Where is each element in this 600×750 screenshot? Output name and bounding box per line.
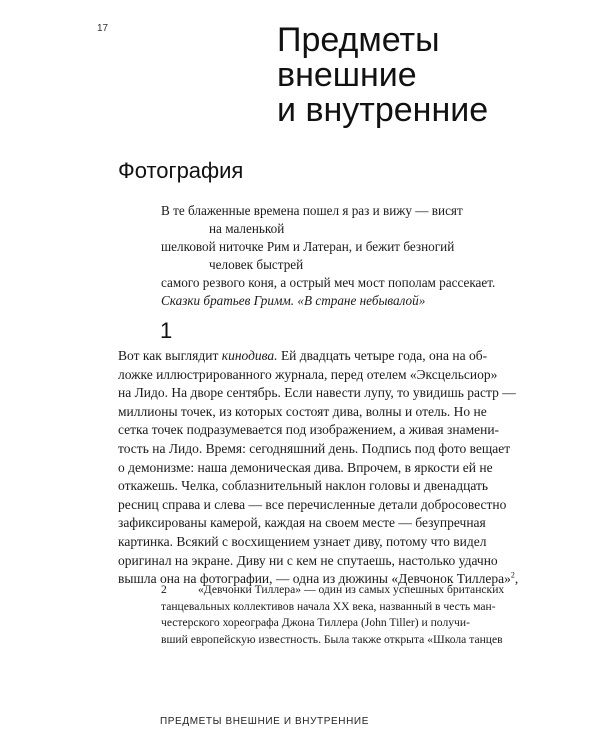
body-text-run: вышла она на фотографии, — одна из дюжины «Девчонок Тиллера»	[118, 571, 511, 587]
chapter-title-line: внешние	[277, 56, 417, 94]
epigraph	[161, 202, 561, 310]
footnote-line: вший европейскую известность. Была также открыта «Школа танцев	[161, 632, 503, 646]
page-number: 17	[97, 23, 109, 34]
footnote-line: честерского хореографа Джона Тиллера (John Tiller) и получи-	[161, 616, 470, 630]
section-title: Фотография	[118, 158, 244, 183]
epigraph-line: на маленькой	[209, 221, 285, 236]
footnote-line: танцевальных коллективов начала XX века, названный в честь ман-	[161, 599, 496, 613]
epigraph-source: Сказки братьев Гримм. «В стране небывалой»	[161, 293, 426, 308]
body-line: ресниц справа и слева — все перечисленные детали добросовестно	[118, 496, 507, 512]
running-footer: ПРЕДМЕТЫ ВНЕШНИЕ И ВНУТРЕННИЕ	[160, 716, 369, 727]
epigraph-line: человек быстрей	[209, 257, 304, 272]
body-line: откажешь. Челка, соблазнительный наклон головы и двенадцать	[118, 478, 489, 494]
body-line: сетка точек подразумевается под изображением, а живая знамени-	[118, 422, 500, 438]
body-line: оригинал на экране. Диву ни с кем не спутаешь, настолько удачно	[118, 552, 498, 568]
chapter-title	[277, 23, 577, 128]
epigraph-line: шелковой ниточке Рим и Латеран, и бежит безногий	[161, 239, 455, 254]
chapter-title-line: Предметы	[277, 21, 440, 59]
body-line: зафиксированы камерой, каждая на своем месте — безупречная	[118, 515, 486, 531]
epigraph-line: самого резвого коня, а острый меч мост пополам рассекает.	[161, 275, 496, 290]
part-number: 1	[160, 318, 173, 343]
body-emphasis: кинодива.	[221, 348, 278, 363]
footnote-reference[interactable]: 2	[510, 570, 515, 580]
footnote-text: «Девчонки Тиллера» — один из самых успешных британских	[198, 583, 505, 596]
body-line: ложке иллюстрированного журнала, перед отелем «Эксцельсиор»	[118, 366, 498, 382]
footnote	[161, 582, 581, 648]
body-line: тость на Лидо. Время: сегодняшний день. Подпись под фото вещает	[118, 440, 511, 456]
body-text-run: Ей двадцать четыре года, она на об-	[277, 348, 488, 363]
footnote-line	[161, 582, 581, 599]
body-text	[118, 347, 598, 589]
body-line: картинка. Всякий с восхищением узнает диву, потому что видел	[118, 533, 487, 549]
body-line: миллионы точек, из которых состоят дива, волны и отель. Но не	[118, 403, 487, 419]
footnote-number: 2	[161, 583, 167, 596]
chapter-title-line: и внутренние	[277, 91, 489, 129]
body-text-run: Вот как выглядит	[118, 348, 222, 363]
body-line: на Лидо. На дворе сентябрь. Если навести лупу, то увидишь растр —	[118, 385, 516, 401]
body-text-run: ,	[514, 571, 519, 587]
body-line	[118, 347, 598, 366]
epigraph-line: В те блаженные времена пошел я раз и вижу — висят	[161, 203, 463, 218]
body-line: о демонизме: наша демоническая дива. Впрочем, в яркости ей не	[118, 459, 493, 475]
